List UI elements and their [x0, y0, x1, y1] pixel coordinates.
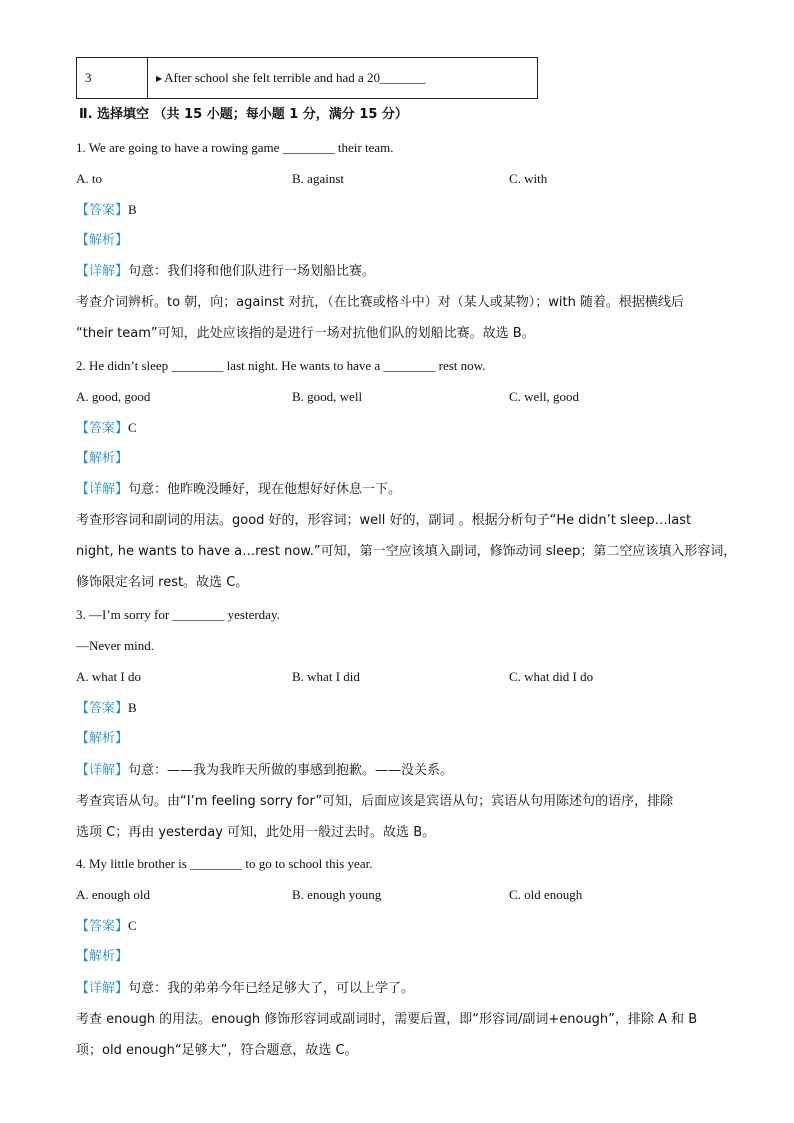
answer-label: 【答案】 — [76, 919, 129, 934]
option-b: B. what I did — [292, 669, 360, 684]
question-2-explain-line-3: 修饰限定名词 rest。故选 C。 — [76, 575, 249, 590]
analysis-label: 【解析】 — [76, 233, 129, 248]
question-2-explain-line-2: night, he wants to have a…rest now.”可知，第一空应该填入副词，修饰动词 sleep；第二空应该填入形容词， — [76, 544, 737, 559]
table-cell-sentence: After school she felt terrible and had a 20_______ — [164, 70, 426, 85]
analysis-label: 【解析】 — [76, 731, 129, 746]
table-row — [77, 58, 538, 99]
question-3-detail — [76, 762, 453, 780]
option-b: B. enough young — [292, 887, 382, 902]
answer-value: B — [128, 700, 137, 715]
question-2-explain-line-1: 考查形容词和副词的用法。good 好的，形容词；well 好的，副词 。根据分析句子“He didn’t sleep…last — [76, 513, 692, 528]
option-a: A. enough old — [76, 887, 151, 902]
answer-label: 【答案】 — [76, 203, 129, 218]
analysis-label: 【解析】 — [76, 949, 129, 964]
question-2-answer — [76, 419, 137, 438]
option-c: C. old enough — [509, 887, 583, 902]
question-3-explain-line-1: 考查宾语从句。由“I’m feeling sorry for”可知，后面应该是宾语从句；宾语从句用陈述句的语序，排除 — [76, 794, 674, 809]
question-4-explain-line-2: 项；old enough“足够大”，符合题意，故选 C。 — [76, 1043, 358, 1058]
detail-label: 【详解】 — [76, 981, 129, 996]
question-2-detail — [76, 481, 401, 499]
detail-text: 句意：他昨晚没睡好，现在他想好好休息一下。 — [128, 482, 402, 497]
question-4-options — [76, 886, 776, 904]
option-c: C. what did I do — [509, 669, 594, 684]
answer-table — [76, 57, 538, 99]
answer-label: 【答案】 — [76, 421, 129, 436]
question-4-explain-line-1: 考查 enough 的用法。enough 修饰形容词或副词时，需要后置，即“形容词/副词+enough”，排除 A 和 B — [76, 1012, 698, 1027]
question-1-answer — [76, 201, 137, 220]
answer-label: 【答案】 — [76, 701, 129, 716]
question-1-explain-line-2: “their team”可知，此处应该指的是进行一场对抗他们队的划船比赛。故选 B。 — [76, 326, 535, 341]
analysis-label: 【解析】 — [76, 451, 129, 466]
detail-label: 【详解】 — [76, 482, 129, 497]
question-1-options — [76, 170, 776, 188]
table-cell-text — [148, 58, 538, 99]
answer-value: B — [128, 202, 137, 217]
detail-label: 【详解】 — [76, 264, 129, 279]
question-1-explain-line-1: 考查介词辨析。to 朝，向；against 对抗，（在比赛或格斗中）对（某人或某物）；with 随着。根据横线后 — [76, 295, 684, 310]
option-b: B. against — [292, 171, 344, 186]
option-a: A. what I do — [76, 669, 141, 684]
option-c: C. well, good — [509, 389, 580, 404]
option-a: A. to — [76, 171, 102, 186]
question-4-detail — [76, 980, 414, 998]
option-b: B. good, well — [292, 389, 363, 404]
table-cell-number: 3 — [77, 58, 148, 99]
question-3-explain-line-2: 选项 C；再由 yesterday 可知，此处用一般过去时。故选 B。 — [76, 825, 436, 840]
option-c: C. with — [509, 171, 548, 186]
detail-text: 句意：——我为我昨天所做的事感到抱歉。——没关系。 — [128, 763, 454, 778]
question-3-answer — [76, 699, 137, 718]
option-a: A. good, good — [76, 389, 151, 404]
question-2-options — [76, 388, 776, 406]
detail-label: 【详解】 — [76, 763, 129, 778]
detail-text: 句意：我的弟弟今年已经足够大了，可以上学了。 — [128, 981, 415, 996]
question-1-detail — [76, 263, 375, 281]
question-3-stem: 3. —I’m sorry for ________ yesterday. — [76, 607, 280, 622]
section-title: Ⅱ. 选择填空 （共 15 小题；每小题 1 分，满分 15 分） — [79, 107, 408, 122]
question-4-answer — [76, 917, 137, 936]
question-2-stem: 2. He didn’t sleep ________ last night. He wants to have a ________ rest now. — [76, 358, 486, 373]
triangle-bullet-icon: ▶ — [156, 74, 163, 83]
answer-value: C — [128, 420, 137, 435]
answer-value: C — [128, 918, 137, 933]
question-1-stem: 1. We are going to have a rowing game ________ their team. — [76, 140, 394, 155]
question-3-options — [76, 668, 776, 686]
detail-text: 句意：我们将和他们队进行一场划船比赛。 — [128, 264, 376, 279]
question-3-stem-line-2: —Never mind. — [76, 638, 154, 653]
question-4-stem: 4. My little brother is ________ to go to school this year. — [76, 856, 373, 871]
